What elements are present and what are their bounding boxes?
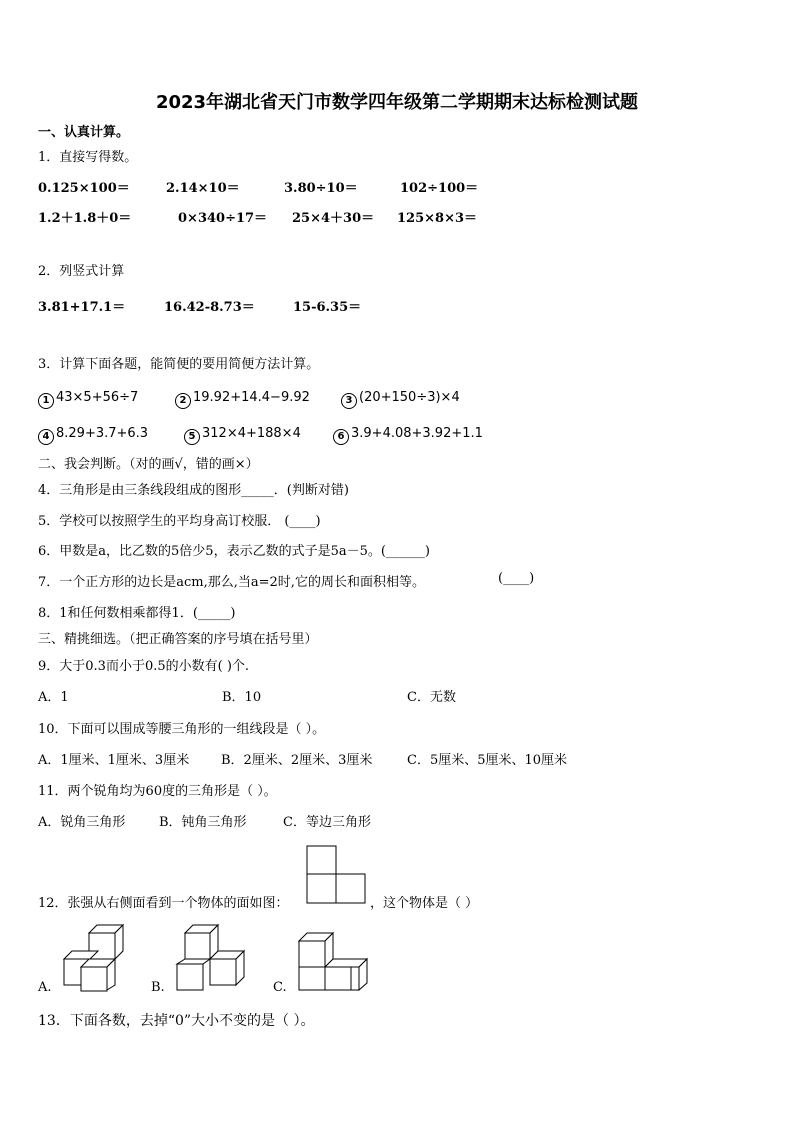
q12-text-before: 12．张强从右侧面看到一个物体的面如图： [38, 896, 289, 911]
q12-option-a: A. [38, 980, 52, 995]
q8-text: 8．1和任何数相乘都得1．(_____) [38, 606, 236, 621]
q6-text: 6．甲数是a，比乙数的5倍少5，表示乙数的式子是5a－5。(______) [38, 544, 430, 559]
q1-item: 102÷100＝ [400, 181, 479, 196]
q1-item: 2.14×10＝ [166, 181, 240, 196]
section-1-heading: 一、认真计算。 [38, 125, 130, 140]
q10-option-c: C．5厘米、5厘米、10厘米 [407, 753, 568, 768]
cube-figure-a [63, 924, 125, 992]
q9-text: 9．大于0.3而小于0.5的小数有( )个. [38, 659, 250, 674]
q11-option-b: B．钝角三角形 [159, 815, 247, 830]
q9-option-b: B．10 [222, 690, 262, 705]
section-3-heading: 三、精挑细选。（把正确答案的序号填在括号里） [38, 632, 318, 647]
q13-text: 13．下面各数，去掉“0”大小不变的是（ ）。 [38, 1013, 315, 1029]
page-title: 2023年湖北省天门市数学四年级第二学期期末达标检测试题 [155, 92, 639, 113]
q12-option-b: B. [151, 980, 165, 995]
q10-text: 10．下面可以围成等腰三角形的一组线段是（ ）。 [38, 722, 326, 737]
q2-label: 2．列竖式计算 [38, 264, 125, 279]
q3-item: 4 8.29+3.7+6.3 [38, 426, 148, 445]
q9-option-c: C．无数 [407, 690, 456, 705]
q1-item: 0×340÷17＝ [178, 211, 268, 226]
side-view-figure [306, 845, 368, 905]
q12-text-after: ，这个物体是（ ） [370, 896, 479, 911]
q1-label: 1．直接写得数。 [38, 150, 138, 165]
q10-option-a: A．1厘米、1厘米、3厘米 [38, 753, 190, 768]
q12-option-c: C. [273, 980, 287, 995]
q3-item: 3 (20+150÷3)×4 [341, 390, 460, 409]
q9-option-a: A．1 [38, 690, 69, 705]
q2-item: 16.42-8.73＝ [164, 300, 255, 315]
q1-item: 0.125×100＝ [38, 181, 130, 196]
q3-item: 1 43×5+56÷7 [38, 390, 138, 409]
q2-item: 3.81+17.1＝ [38, 300, 126, 315]
q4-text: 4．三角形是由三条线段组成的图形_____．(判断对错) [38, 483, 349, 498]
q3-item: 6 3.9+4.08+3.92+1.1 [333, 426, 483, 445]
q3-item: 5 312×4+188×4 [184, 426, 301, 445]
q3-item: 2 19.92+14.4−9.92 [175, 390, 310, 409]
q11-text: 11．两个锐角均为60度的三角形是（ ）。 [38, 784, 277, 799]
q7-text: 7．一个正方形的边长是acm,那么,当a=2时,它的周长和面积相等。 [38, 575, 425, 590]
q1-item: 125×8×3＝ [397, 211, 478, 226]
q7-blank: (____) [498, 571, 535, 586]
q1-item: 3.80÷10＝ [284, 181, 358, 196]
cube-figure-b [176, 924, 246, 992]
q10-option-b: B．2厘米、2厘米、3厘米 [221, 753, 373, 768]
q1-item: 25×4＋30＝ [292, 211, 375, 226]
q2-item: 15-6.35＝ [293, 300, 362, 315]
q3-label: 3．计算下面各题，能简便的要用简便方法计算。 [38, 357, 320, 372]
q5-text: 5．学校可以按照学生的平均身高订校服． (____) [38, 514, 321, 529]
q11-option-c: C．等边三角形 [283, 815, 371, 830]
cube-figure-c [298, 932, 370, 992]
section-2-heading: 二、我会判断。（对的画√，错的画×） [38, 457, 259, 472]
q1-item: 1.2＋1.8＋0＝ [38, 211, 132, 226]
q11-option-a: A．锐角三角形 [38, 815, 126, 830]
